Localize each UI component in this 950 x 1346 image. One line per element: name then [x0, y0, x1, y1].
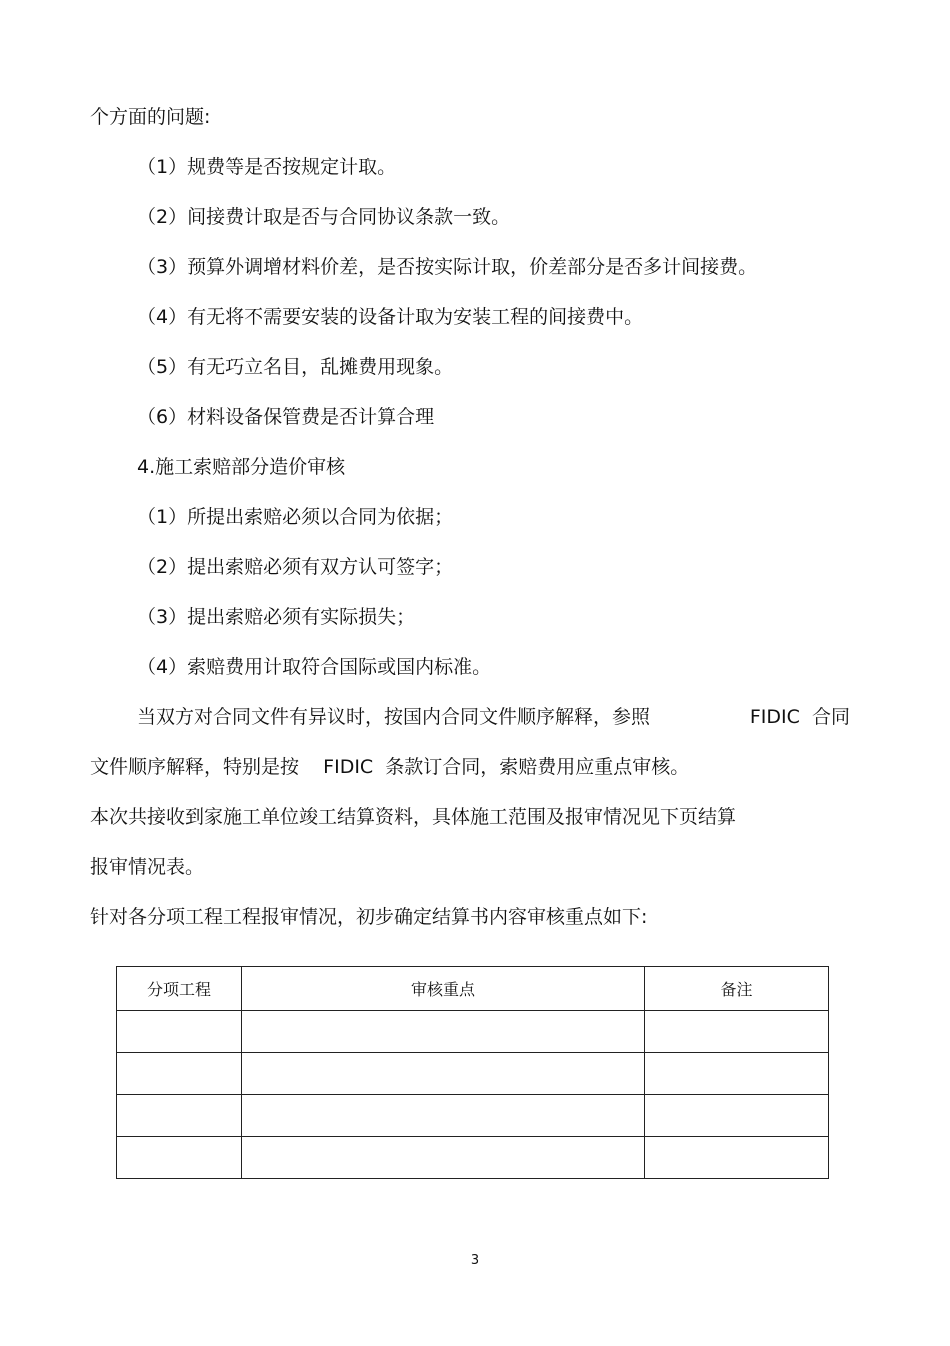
list-item: （2）提出索赔必须有双方认可签字；: [137, 556, 454, 578]
table-cell: [645, 1095, 829, 1137]
intro-text: 个方面的问题:: [90, 106, 211, 128]
paragraph-line: [137, 704, 850, 730]
table-row: [117, 1053, 829, 1095]
table-header-row: [117, 967, 829, 1011]
list-item: （4）索赔费用计取符合国际或国内标准。: [137, 656, 492, 678]
paragraph-line: 针对各分项工程工程报审情况，初步确定结算书内容审核重点如下:: [90, 906, 648, 928]
table-cell: [645, 1137, 829, 1179]
paragraph-segment: FIDIC 合同: [749, 706, 850, 728]
table-cell: [117, 1011, 242, 1053]
section-title: 4.施工索赔部分造价审核: [137, 456, 346, 478]
table-cell: [242, 1011, 645, 1053]
header-cell: 分项工程: [117, 967, 242, 1011]
paragraph-line: 本次共接收到家施工单位竣工结算资料，具体施工范围及报审情况见下页结算: [90, 806, 737, 828]
table-row: [117, 1011, 829, 1053]
table-cell: [645, 1053, 829, 1095]
table-cell: [117, 1053, 242, 1095]
list-item: （4）有无将不需要安装的设备计取为安装工程的间接费中。: [137, 306, 644, 328]
list-item: （3）提出索赔必须有实际损失；: [137, 606, 416, 628]
review-table: [116, 966, 829, 1179]
table-cell: [645, 1011, 829, 1053]
list-item: （5）有无巧立名目，乱摊费用现象。: [137, 356, 454, 378]
table-cell: [242, 1137, 645, 1179]
header-cell: 审核重点: [242, 967, 645, 1011]
table-cell: [117, 1095, 242, 1137]
table-cell: [117, 1137, 242, 1179]
table-row: [117, 1137, 829, 1179]
table-row: [117, 1095, 829, 1137]
page-number: 3: [470, 1253, 480, 1268]
paragraph-line: 报审情况表。: [90, 856, 205, 878]
list-item: （1）规费等是否按规定计取。: [137, 156, 397, 178]
list-item: （1）所提出索赔必须以合同为依据；: [137, 506, 454, 528]
list-item: （6）材料设备保管费是否计算合理: [137, 406, 435, 428]
table-cell: [242, 1053, 645, 1095]
paragraph-line: 文件顺序解释，特别是按 FIDIC 条款订合同，索赔费用应重点审核。: [90, 756, 690, 778]
list-item: （3）预算外调增材料价差，是否按实际计取，价差部分是否多计间接费。: [137, 256, 758, 278]
table-cell: [242, 1095, 645, 1137]
paragraph-segment: 当双方对合同文件有异议时，按国内合同文件顺序解释，参照: [137, 706, 651, 728]
list-item: （2）间接费计取是否与合同协议条款一致。: [137, 206, 511, 228]
header-cell: 备注: [645, 967, 829, 1011]
